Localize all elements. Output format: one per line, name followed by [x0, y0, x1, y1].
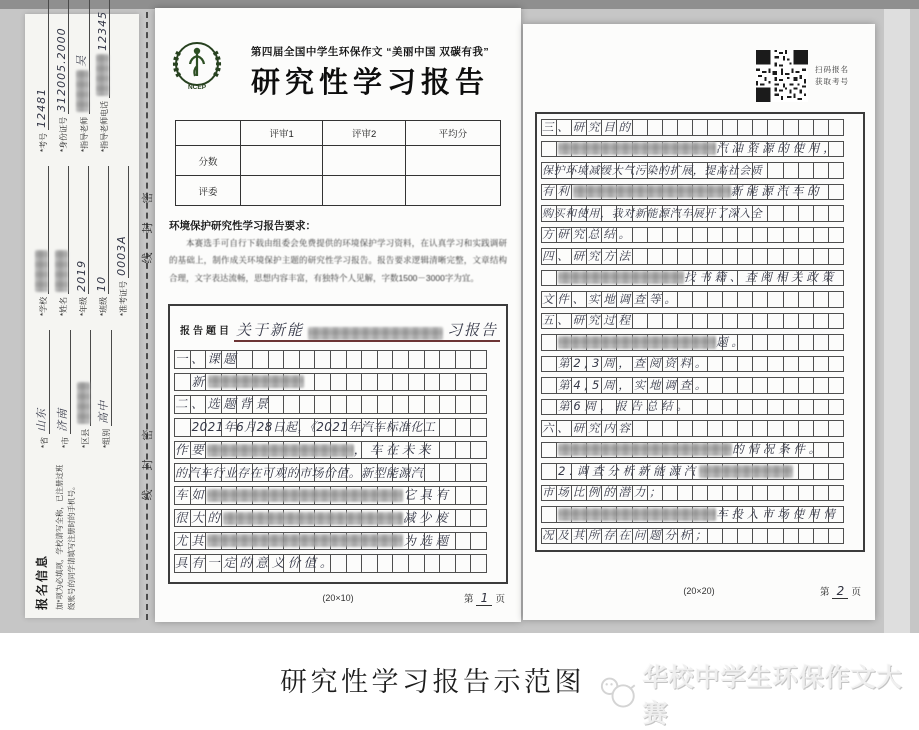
- handwritten-text: 一、课题: [175, 351, 240, 366]
- grid-row: [541, 119, 859, 136]
- report-title-value: [234, 310, 500, 342]
- registration-field: [113, 166, 129, 316]
- grid-pad: [542, 342, 558, 343]
- registration-field: [73, 166, 89, 316]
- score-empty-cell: [405, 146, 500, 176]
- handwritten-text: 第6周，报告总结。: [558, 399, 692, 413]
- score-column-header: 平均分: [405, 121, 500, 146]
- registration-field: [33, 330, 50, 448]
- handwriting-overlay: [542, 334, 860, 351]
- seal-line: [142, 12, 154, 620]
- registration-field: [33, 0, 49, 152]
- handwritten-text: 车如: [175, 487, 208, 503]
- registration-info-block: [31, 462, 133, 610]
- handwriting-overlay: [542, 141, 860, 158]
- handwritten-text: 第2,3周，查阅资料。: [558, 356, 711, 370]
- handwritten-value: 山东: [35, 407, 48, 432]
- handwriting-overlay: [542, 528, 860, 545]
- registration-field: [53, 0, 69, 152]
- grid-row: [541, 377, 859, 394]
- grid-pad: [542, 471, 558, 472]
- handwritten-page-number: 2: [832, 584, 848, 599]
- redacted-handwriting: [558, 508, 716, 521]
- field-value: [95, 330, 112, 426]
- page-number-prefix: 第: [463, 594, 474, 605]
- grid-row: [174, 554, 502, 573]
- seal-line-character: 封: [142, 222, 154, 234]
- field-value: [113, 166, 129, 278]
- handwritten-text: 尤其: [175, 532, 208, 548]
- grid-row: [174, 373, 502, 392]
- redacted-handwriting: [558, 336, 716, 349]
- score-row-label: 分数: [176, 146, 241, 176]
- score-column-header: [176, 121, 241, 146]
- field-value: [73, 0, 90, 114]
- score-empty-cell: [323, 146, 405, 176]
- grid-row: [541, 270, 859, 287]
- handwritten-text: 方研究总结。: [542, 227, 634, 241]
- handwriting-overlay: [542, 506, 860, 523]
- svg-text:NCEP: NCEP: [187, 84, 207, 91]
- report-title-row: [170, 306, 506, 350]
- handwritten-text: 它具有: [403, 487, 452, 503]
- field-label: *考号: [39, 132, 48, 152]
- handwritten-text: 题。: [716, 334, 747, 349]
- handwritten-text: 关于新能: [236, 321, 305, 339]
- seal-line-character: 密: [142, 429, 154, 441]
- redacted-value: [76, 70, 89, 112]
- field-value: [73, 166, 89, 294]
- handwritten-text: 三、研究目的: [542, 119, 634, 134]
- registration-field: [53, 166, 69, 316]
- field-value: [93, 166, 109, 294]
- handwriting-overlay: [175, 532, 503, 551]
- handwriting-overlay: [542, 399, 860, 416]
- field-label: *学校: [39, 296, 48, 316]
- field-value: [75, 330, 91, 426]
- score-empty-cell: [241, 146, 323, 176]
- grid-row: [541, 399, 859, 416]
- field-label: *准考证号: [119, 280, 128, 316]
- report-title-label: 报告题目: [180, 326, 232, 337]
- field-label: *姓名: [59, 296, 68, 316]
- field-value: [33, 166, 49, 294]
- handwritten-value: 济南: [56, 407, 69, 432]
- grid-row: [541, 463, 859, 480]
- registration-form: [27, 10, 137, 616]
- handwritten-page-number: 1: [476, 591, 492, 606]
- grid-pad: [542, 363, 558, 364]
- score-table-row: [176, 146, 501, 176]
- grid-row: [174, 532, 502, 551]
- registration-field: [95, 330, 112, 448]
- field-label: *省: [40, 436, 49, 448]
- grid-pad: [542, 385, 558, 386]
- handwriting-overlay: [175, 509, 503, 528]
- grid-pad: [542, 277, 558, 278]
- page-number-prefix: 第: [819, 587, 830, 598]
- grid-pad: [542, 514, 558, 515]
- seal-line-character: 线: [142, 252, 154, 264]
- handwritten-value: 2019: [75, 259, 88, 292]
- seal-line-character: 封: [142, 459, 154, 471]
- handwritten-text: 文件、实地调查等。: [542, 291, 680, 306]
- handwritten-value: 0003A: [115, 235, 128, 276]
- watermark-logo-icon: [598, 675, 639, 713]
- handwriting-overlay: [542, 442, 860, 459]
- redacted-value: [35, 250, 48, 292]
- grid-row: [541, 184, 859, 201]
- handwritten-text: 保护环境减缓大气污染的扩展，提高社会质: [542, 163, 763, 177]
- handwriting-overlay: [175, 463, 503, 482]
- grid-pad: [542, 449, 558, 450]
- handwritten-text: 减少废: [402, 509, 452, 525]
- handwriting-overlay: [542, 356, 860, 373]
- redacted-value: [77, 382, 90, 424]
- grid-pad: [542, 406, 558, 407]
- seal-line-character: 密: [142, 192, 154, 204]
- score-table-header: [176, 121, 501, 146]
- redacted-handwriting: [558, 142, 716, 155]
- handwritten-text: 车投入市场使用情: [716, 506, 839, 521]
- field-value: [54, 330, 71, 434]
- grid-row: [174, 418, 502, 437]
- grid-row: [541, 442, 859, 459]
- handwriting-overlay: [175, 373, 503, 392]
- handwritten-text: 五、研究过程: [542, 313, 634, 327]
- grid-row: [541, 162, 859, 179]
- requirements-title: 环境保护研究性学习报告要求：: [169, 220, 316, 232]
- contest-logo-icon: [169, 36, 225, 100]
- score-row-label: 评委: [176, 176, 241, 206]
- field-value: [33, 0, 49, 130]
- handwriting-overlay: [542, 420, 860, 437]
- handwriting-overlay: [175, 554, 503, 573]
- grid-row: [541, 420, 859, 437]
- field-label: *班级: [99, 296, 108, 316]
- handwritten-text: 的汽车行业存在可观的市场价值。新型能源汽: [175, 465, 424, 480]
- field-label: *市: [61, 436, 70, 448]
- handwritten-text: 2021年6月28日起，《2021年汽车标准化工: [191, 420, 436, 435]
- qr-caption-line2: 获取考号: [815, 77, 849, 86]
- handwritten-value: 312005.2000: [55, 27, 68, 112]
- handwriting-overlay: [542, 463, 860, 480]
- answer-grid-20x10: [170, 350, 506, 573]
- field-label: *区县: [81, 428, 90, 448]
- handwritten-text: 新能源汽车的: [730, 184, 823, 198]
- score-column-header: 评审1: [241, 121, 323, 146]
- photo-right-edge: [884, 9, 910, 633]
- redacted-handwriting: [207, 489, 403, 502]
- handwriting-overlay: [542, 270, 860, 287]
- handwritten-text: 新: [191, 373, 208, 389]
- handwritten-text: 汽油资源的使用，: [716, 141, 839, 155]
- seal-line-character: 线: [142, 489, 154, 501]
- score-column-header: 评审2: [323, 121, 405, 146]
- handwritten-text: 购买和使用，我对新能源汽车展开了深入全: [542, 206, 763, 220]
- grid-row: [174, 486, 502, 505]
- handwritten-text: 找书籍、查阅相关政策: [683, 270, 837, 284]
- answer-grid-20x20: [537, 114, 863, 544]
- grid-pad: [175, 381, 192, 382]
- handwritten-value: 高中: [97, 399, 110, 424]
- registration-field: [73, 0, 90, 152]
- report-page-1: [155, 8, 521, 622]
- field-value: [53, 0, 69, 114]
- redacted-handwriting: [699, 465, 793, 478]
- field-label: *指导老师电话: [100, 100, 109, 152]
- handwritten-text: 第4,5周，实地调查。: [558, 377, 711, 392]
- handwritten-text: 四、研究方法: [542, 248, 634, 263]
- qr-block: [756, 50, 849, 102]
- field-label: *指导老师: [80, 116, 89, 152]
- grid-row: [174, 463, 502, 482]
- handwritten-text: 作要: [175, 441, 208, 457]
- handwriting-overlay: [542, 313, 860, 330]
- registration-field-group: [31, 166, 133, 316]
- registration-field: [54, 330, 71, 448]
- handwritten-value: 12481: [35, 87, 48, 128]
- grid-pad: [175, 427, 192, 428]
- grid-row: [174, 509, 502, 528]
- handwriting-overlay: [542, 227, 860, 244]
- redacted-value: [96, 54, 109, 96]
- score-table-row: [176, 176, 501, 206]
- watermark-text: 华校中学生环保作文大赛: [642, 664, 903, 728]
- grid-row: [174, 441, 502, 460]
- handwriting-overlay: [542, 248, 860, 265]
- redacted-handwriting: [558, 271, 684, 284]
- grid-row: [541, 227, 859, 244]
- field-value: [53, 166, 69, 294]
- registration-field-group: [31, 330, 133, 448]
- requirements-body: 本赛选手可自行下载由组委会免费提供的环境保护学习资料，在认真学习和实践调研的基础上，制作成关环境保护主题的研究性学习报告。报告要求逻辑清晰完整，文章结构合理，文字表达流畅，思想内容丰富，有独特个人见解，字数1500－3000字为宜。: [169, 238, 507, 283]
- page-number-suffix: 页: [495, 594, 505, 605]
- grid-size-note: (20×10): [322, 593, 354, 603]
- handwriting-overlay: [175, 441, 503, 460]
- grid-row: [541, 248, 859, 265]
- registration-note: 加*项为必填项，学校请写全称，已注册过班级账号的同学请填写注册时的手机号。: [55, 464, 76, 610]
- handwritten-text: 况及其所存在问题分析；: [542, 528, 711, 542]
- grid-row: [541, 141, 859, 158]
- handwritten-text: 很大的: [175, 509, 224, 525]
- field-label: *组别: [102, 428, 111, 448]
- handwriting-overlay: [542, 184, 860, 201]
- grid-pad: [542, 148, 558, 149]
- report-body-box-2: [535, 112, 865, 552]
- score-table: [175, 120, 501, 206]
- handwriting-overlay: [542, 485, 860, 502]
- handwritten-text: 2.调查分析新能源汽: [558, 463, 700, 478]
- field-label: *年级: [79, 296, 88, 316]
- qr-code: [756, 50, 808, 102]
- registration-field: [75, 330, 91, 448]
- report-form-title: 研究性学习报告: [250, 67, 489, 99]
- watermark: [598, 658, 919, 730]
- handwriting-overlay: [542, 291, 860, 308]
- qr-caption-line1: 扫码报名: [815, 65, 849, 74]
- handwritten-text: 为选题: [403, 532, 452, 548]
- handwritten-text: 习报告: [446, 321, 498, 339]
- redacted-handwriting: [308, 327, 443, 340]
- contest-name: 第四届全国中学生环保作文 “美丽中国 双碳有我”: [250, 46, 490, 58]
- handwritten-text: 有利: [542, 184, 573, 198]
- grid-row: [174, 350, 502, 369]
- field-value: [33, 330, 50, 434]
- qr-caption: [815, 64, 849, 88]
- handwritten-value: 12345: [96, 10, 109, 51]
- page-number-1: [464, 591, 505, 606]
- registration-field: [33, 166, 49, 316]
- page-number-suffix: 页: [851, 587, 861, 598]
- handwriting-overlay: [175, 350, 503, 369]
- registration-field: [94, 0, 110, 152]
- handwriting-overlay: [542, 119, 860, 136]
- handwritten-text: ，车在未来: [353, 441, 435, 457]
- grid-row: [541, 313, 859, 330]
- handwriting-overlay: [175, 486, 503, 505]
- handwritten-text: 具有一定的意义价值。: [175, 555, 337, 571]
- grid-size-note-2: (20×20): [683, 586, 715, 596]
- handwritten-text: 二、选题背景: [175, 396, 272, 412]
- redacted-handwriting: [558, 443, 732, 456]
- figure-caption: 研究性学习报告示范图: [280, 667, 585, 697]
- registration-field: [93, 166, 109, 316]
- redacted-handwriting: [207, 444, 353, 457]
- grid-row: [541, 334, 859, 351]
- score-empty-cell: [323, 176, 405, 206]
- field-value: [94, 0, 110, 98]
- handwritten-text: 的情况条件。: [732, 442, 824, 456]
- grid-row: [541, 291, 859, 308]
- handwriting-overlay: [175, 395, 503, 414]
- grid-row: [174, 395, 502, 414]
- field-label: *身份证号: [59, 116, 68, 152]
- handwriting-overlay: [542, 377, 860, 394]
- grid-row: [541, 356, 859, 373]
- grid-row: [541, 205, 859, 222]
- redacted-handwriting: [208, 375, 305, 388]
- score-empty-cell: [241, 176, 323, 206]
- redacted-value: [55, 250, 68, 292]
- grid-row: [541, 528, 859, 545]
- handwritten-value: 10: [95, 275, 108, 292]
- handwritten-text: 市场比例的潜力；: [542, 485, 665, 499]
- registration-title: 报名信息: [35, 553, 49, 610]
- grid-row: [541, 506, 859, 523]
- handwriting-overlay: [542, 205, 860, 222]
- redacted-handwriting: [223, 512, 403, 525]
- handwriting-overlay: [542, 162, 860, 179]
- grid-row: [541, 485, 859, 502]
- handwriting-overlay: [175, 418, 503, 437]
- report-page-2: [523, 24, 875, 620]
- handwritten-value: 吴: [75, 54, 88, 67]
- page-number-2: [820, 584, 861, 599]
- score-empty-cell: [405, 176, 500, 206]
- handwritten-text: 六、研究内容: [542, 420, 634, 435]
- redacted-handwriting: [573, 185, 731, 198]
- registration-field-group: [31, 0, 133, 152]
- redacted-handwriting: [207, 534, 403, 547]
- report-body-box: [168, 304, 508, 584]
